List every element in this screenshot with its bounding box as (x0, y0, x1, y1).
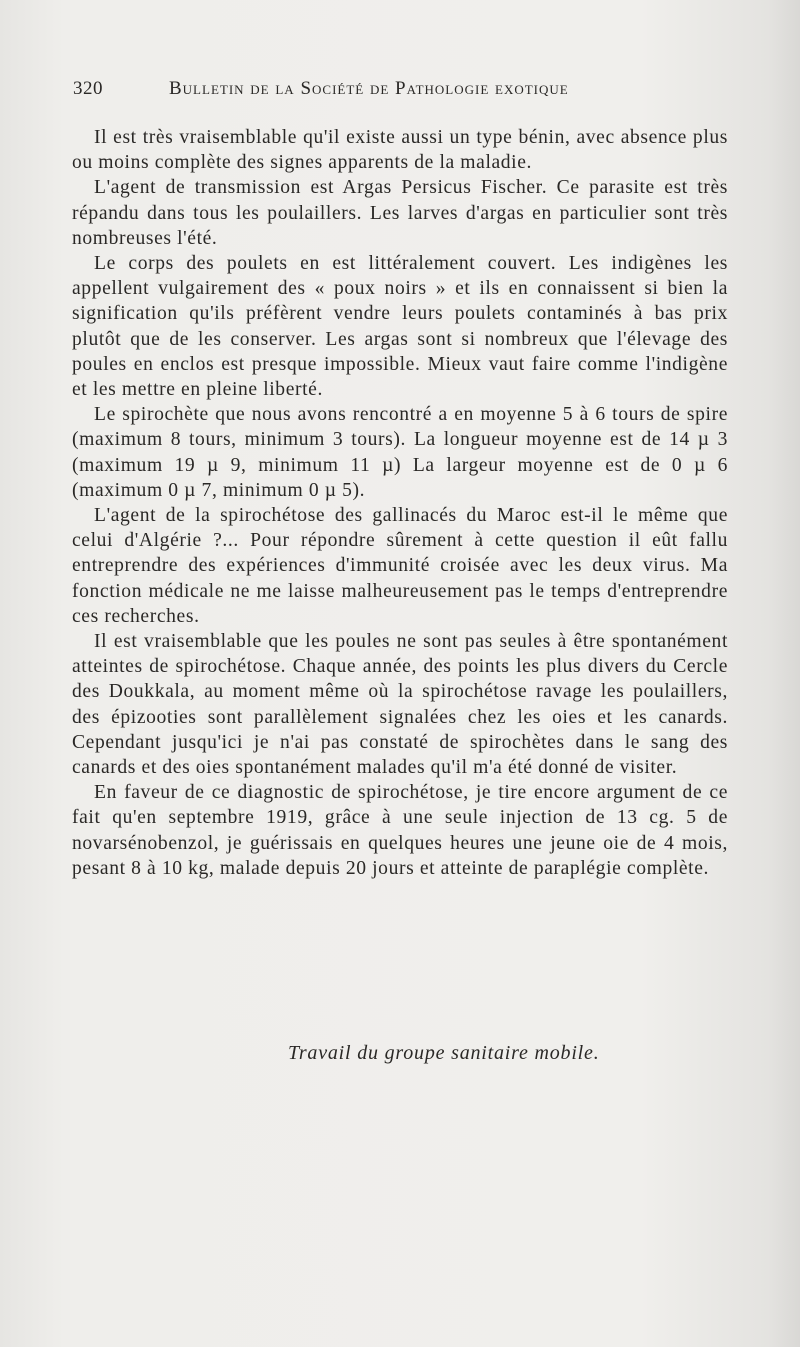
paragraph-7: En faveur de ce diagnostic de spirochétose, je tire encore argument de ce fait qu'en septembre 1919, grâce à une seule injection de 13 cg. 5 de novarsénobenzol, je guérissais en quelques heures une jeune oie de 4 mois, pesant 8 à 10 kg, malade depuis 20 jours et atteinte de paraplégie complète. (72, 782, 728, 879)
page-header (73, 78, 733, 102)
paragraph-1: Il est très vraisemblable qu'il existe aussi un type bénin, avec absence plus ou moins complète des signes apparents de la maladie. (72, 127, 728, 174)
closing-signature: Travail du groupe sanitaire mobile. (288, 1042, 600, 1064)
paragraph-3: Le corps des poulets en est littéralement couvert. Les indigènes les appellent vulgairement des « poux noirs » et ils en connaissent si bien la signification qu'ils préfèrent vendre leurs poulets contaminés à bas prix plutôt que de les conserver. Les argas sont si nombreux que l'élevage des poules en enclos est presque impossible. Mieux vaut faire comme l'indigène et les mettre en pleine liberté. (72, 253, 728, 401)
paragraph-6: Il est vraisemblable que les poules ne sont pas seules à être spontanément atteintes de spirochétose. Chaque année, des points les plus divers du Cercle des Doukkala, au moment même où la spirochétose ravage les poulaillers, des épizooties sont parallèlement signalées chez les oies et les canards. Cependant jusqu'ici je n'ai pas constaté de spirochètes dans le sang des canards et des oies spontanément malades qu'il m'a été donné de visiter. (72, 631, 728, 779)
body-text (72, 125, 728, 881)
running-title: Bulletin de la Société de Pathologie exotique (169, 78, 569, 99)
paragraph-2: L'agent de transmission est Argas Persicus Fischer. Ce parasite est très répandu dans tous les poulaillers. Les larves d'argas en particulier sont très nombreuses l'été. (72, 177, 728, 249)
page-number: 320 (73, 78, 103, 99)
paragraph-5: L'agent de la spirochétose des gallinacés du Maroc est-il le même que celui d'Algérie ?... Pour répondre sûrement à cette question il eût fallu entreprendre des expériences d'immunité croisée avec les deux virus. Ma fonction médicale ne me laisse malheureusement pas le temps d'entreprendre ces recherches. (72, 505, 728, 627)
paragraph-4: Le spirochète que nous avons rencontré a en moyenne 5 à 6 tours de spire (maximum 8 tours, minimum 3 tours). La longueur moyenne est de 14 µ 3 (maximum 19 µ 9, minimum 11 µ) La largeur moyenne est de 0 µ 6 (maximum 0 µ 7, minimum 0 µ 5). (72, 404, 728, 501)
